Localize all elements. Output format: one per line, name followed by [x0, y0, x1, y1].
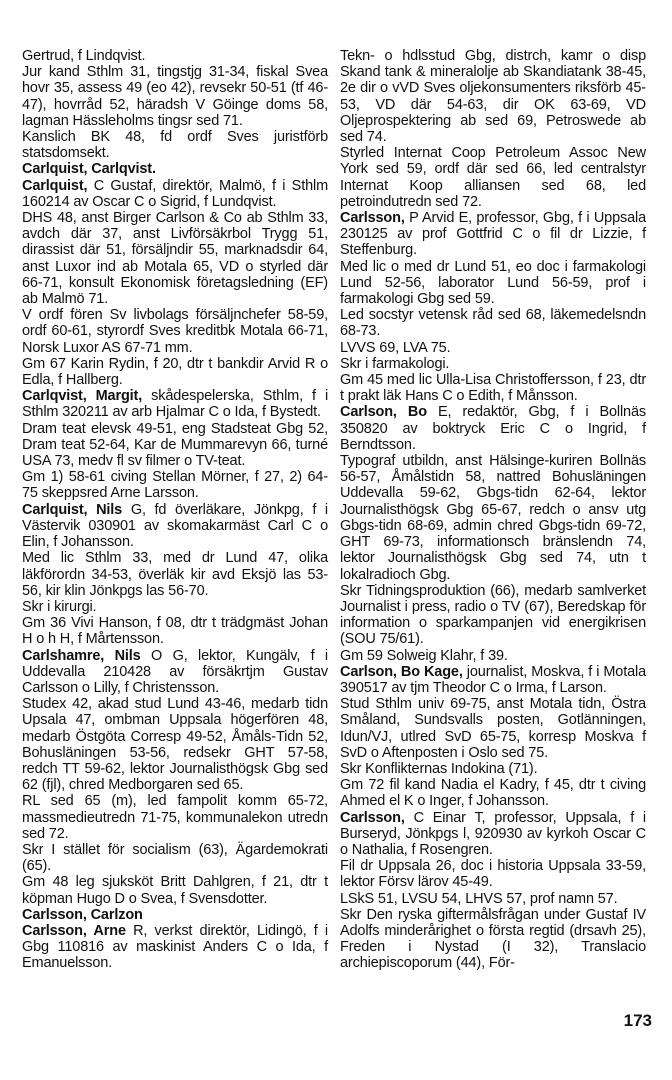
entry-text: C Gustaf, direktör, Malmö, f i Sthlm 160214 av Oscar C o Sigrid, f Lundqvist. [22, 177, 328, 210]
right-column [340, 48, 646, 972]
entry-text: Skr I stället för socialism (63), Ägardemokrati (65). [22, 841, 328, 875]
entry-paragraph [340, 340, 646, 356]
left-column [22, 48, 328, 972]
entry-heading-paragraph [340, 664, 646, 696]
entry-text: Studex 42, akad stud Lund 43-46, medarb tidn Upsala 47, ombman Uppsala högerfören 48, medarb Östgöta Corresp 49-52, Åmåls-Tidn 52, Bohusläningen 53-56, redsekr GHT 57-58, redch TT 59-62, lektor Journalisthögsk Gbg sed 62 (fjl), chred Medborgaren sed 65. [22, 696, 328, 794]
entry-paragraph [22, 550, 328, 599]
entry-paragraph [340, 648, 646, 664]
entry-heading-paragraph [22, 178, 328, 210]
entry-name: Carlsson, [340, 210, 405, 227]
entry-text: Med lic o med dr Lund 51, eo doc i farmakologi Lund 52-56, laborator Lund 56-59, prof i farmakologi Gbg sed 59. [340, 258, 646, 308]
entry-name: Carlson, Bo Kage, [340, 663, 463, 680]
entry-text: G, fd överläkare, Jönkpg, f i Västervik 030901 av skomakarmäst Carl C o Elin, f Johansson. [22, 501, 328, 551]
entry-paragraph [340, 907, 646, 972]
entry-text: Skr Konflikternas Indokina (71). [340, 760, 538, 777]
entry-paragraph [340, 48, 646, 145]
entry-text: LSkS 51, LVSU 54, LHVS 57, prof namn 57. [340, 890, 618, 907]
entry-text: Med lic Sthlm 33, med dr Lund 47, olika läkförordn 34-53, överläk kir avd Eksjö las 53-56, kir klin Jönkpgs las 56-70. [22, 550, 328, 599]
entry-paragraph [22, 48, 328, 64]
entry-name: Carlson, Bo [340, 404, 427, 421]
entry-paragraph [22, 356, 328, 388]
entry-text: Typograf utbildn, anst Hälsinge-kuriren Bollnäs 56-57, Åmålstidn 58, nattred Bohusläningen Uddevalla 59-62, Gbgs-tidn 62-64, lektor Journalisthögsk Gbg 65-67, redch o ansv utg Gbgs-tidn 68-69, admin chred Gbgs-tidn 69-72, GHT 69-73, informationsch bränslendn 74, lektor Journalisthögsk Gbg sed 74, utn t lokalradioch Gbg. [340, 453, 646, 583]
entry-text: Kanslich BK 48, fd ordf Sves juristförb statsdomsekt. [22, 129, 328, 162]
entry-name: Carlsson, Arne [22, 922, 126, 939]
entry-text: Gm 1) 58-61 civing Stellan Mörner, f 27, 2) 64-75 skeppsred Arne Larsson. [22, 469, 328, 502]
entry-paragraph [340, 145, 646, 210]
entry-paragraph [340, 356, 646, 372]
entry-text: skådespelerska, Sthlm, f i Sthlm 320211 av arb Hjalmar C o Ida, f Bystedt. [22, 388, 329, 421]
entry-text: Led socstyr vetensk råd sed 68, läkemedelsndn 68-73. [340, 307, 646, 340]
entry-text: Tekn- o hdlsstud Gbg, distrch, kamr o disp Skand tank & mineralolje ab Skandiatank 38-45, 2e dir o vVD Sves oljekonsumenters riksförb 45-53, VD där 54-63, dir OK 63-69, VD Oljeprospektering ab sed 69, Petroswede ab sed 74. [340, 48, 646, 146]
entry-text: Skr i kirurgi. [22, 598, 97, 615]
entry-text: V ordf fören Sv livbolags försäljnchefer 58-59, ordf 60-61, styrordf Sves kreditbk Motala 66-71, Norsk Luxor AS 67-71 mm. [22, 307, 328, 356]
entry-text: Gm 48 leg sjuksköt Britt Dahlgren, f 21, dtr t köpman Hugo D o Svea, f Svensdotter. [22, 874, 328, 907]
entry-text: Skr Den ryska giftermålsfrågan under Gustaf IV Adolfs minderårighet o första regtid (drsavh 25), Freden i Nystad (I 32), Translacio archiepiscoporum (44), För- [340, 906, 646, 972]
entry-text: Gm 67 Karin Rydin, f 20, dtr t bankdir Arvid R o Edla, f Hallberg. [22, 355, 328, 389]
entry-text: O G, lektor, Kungälv, f i Uddevalla 210428 av försäkrtjm Gustav Carlsson o Lilly, f Christensson. [22, 647, 328, 696]
entry-paragraph [22, 469, 328, 501]
entry-paragraph [340, 583, 646, 648]
entry-text: Dram teat elevsk 49-51, eng Stadsteat Gbg 52, Dram teat 52-64, Kar de Mummarevyn 66, turné USA 73, medv fl sv filmer o TV-teat. [22, 420, 328, 470]
entry-text: RL sed 65 (m), led fampolit komm 65-72, massmedieutredn 71-75, kommunalekon utredn sed 72. [22, 793, 328, 842]
entry-text: journalist, Moskva, f i Motala 390517 av tjm Theodor C o Irma, f Larson. [340, 663, 647, 696]
entry-paragraph [22, 421, 328, 470]
entry-text: E, redaktör, Gbg, f i Bollnäs 350820 av boktryck Eric C o Ingrid, f Berndtsson. [340, 404, 646, 453]
entry-paragraph [340, 761, 646, 777]
entry-text: Jur kand Sthlm 31, tingstjg 31-34, fiskal Svea hovr 35, assess 49 (eo 42), revsekr 50-51 (tf 46-47), hovrråd 52, häradsh V Göinge doms 58, lagman Hässleholms tingsr sed 71. [22, 64, 328, 129]
entry-heading-paragraph [340, 810, 646, 859]
entry-text: Gertrud, f Lindqvist. [22, 48, 146, 64]
entry-text: Fil dr Uppsala 26, doc i historia Uppsala 33-59, lektor Försv lärov 45-49. [340, 858, 646, 891]
entry-text: Stud Sthlm univ 69-75, anst Motala tidn, Östra Småland, Sundsvalls posten, Gotlänningen, Idun/VJ, utlred SvD 65-75, korresp Moskva f SvD o Aftenposten i Oslo sed 75. [340, 696, 646, 761]
entry-paragraph [22, 129, 328, 161]
entry-paragraph [22, 793, 328, 842]
entry-paragraph [22, 64, 328, 129]
entry-name: Carlsson, [340, 809, 405, 826]
entry-heading-paragraph [340, 404, 646, 453]
entry-text: Skr Tidningsproduktion (66), medarb samlverket Journalist i press, radio o TV (67), Beredskap för information o sparkampanjen vid energikrisen (SOU 75/61). [340, 582, 646, 648]
entry-heading-paragraph [22, 923, 328, 972]
entry-paragraph [340, 259, 646, 308]
entry-name: Carlshamre, Nils [22, 647, 141, 664]
entry-name: Carlquist, [22, 177, 88, 194]
entry-heading-paragraph [22, 388, 328, 420]
entry-paragraph [340, 891, 646, 907]
entry-text: DHS 48, anst Birger Carlson & Co ab Sthlm 33, avdch där 37, anst Livförsäkrbol Trygg 51, dirassist där 51, försäljndir 55, marknadsdir 64, anst Luxor ind ab Motala 65, VD o styrled där 66-71, konsult Ekonomisk företagsledning (EF) ab Malmö 71. [22, 210, 328, 308]
entry-paragraph [340, 696, 646, 761]
entry-heading-paragraph [22, 161, 328, 177]
entry-text: Gm 36 Vivi Hanson, f 08, dtr t trädgmäst Johan H o h H, f Mårtensson. [22, 615, 328, 648]
entry-paragraph [340, 858, 646, 890]
entry-paragraph [340, 372, 646, 404]
entry-text: Styrled Internat Coop Petroleum Assoc New York sed 59, ordf där sed 66, led centralstyr Internat Koop alliansen sed 68, led petroindutredn sed 72. [340, 145, 646, 210]
page-number: 173 [623, 1011, 652, 1030]
entry-text: P Arvid E, professor, Gbg, f i Uppsala 230125 av prof Gottfrid C o fil dr Lizzie, f Steffenburg. [340, 210, 646, 259]
entry-paragraph [22, 696, 328, 793]
entry-text: Gm 45 med lic Ulla-Lisa Christoffersson, f 23, dtr t prakt läk Hans C o Edith, f Månsson. [340, 372, 646, 405]
entry-name: Carlquist, Carlqvist. [22, 161, 156, 178]
entry-text: Gm 59 Solweig Klahr, f 39. [340, 647, 508, 664]
entry-text: Skr i farmakologi. [340, 355, 450, 372]
entry-heading-paragraph [22, 907, 328, 923]
entry-paragraph [22, 842, 328, 874]
entry-name: Carlqvist, Margit, [22, 388, 143, 405]
entry-paragraph [22, 615, 328, 647]
entry-paragraph [340, 777, 646, 809]
entry-name: Carlquist, Nils [22, 501, 123, 518]
entry-text: LVVS 69, LVA 75. [340, 339, 451, 356]
entry-paragraph [340, 307, 646, 339]
entry-heading-paragraph [340, 210, 646, 259]
entry-paragraph [22, 210, 328, 307]
entry-text: C Einar T, professor, Uppsala, f i Burseryd, Jönkpgs l, 920930 av kyrkoh Oscar C o Nathalia, f Rosengren. [340, 809, 646, 858]
entry-text: R, verkst direktör, Lidingö, f i Gbg 110816 av maskinist Anders C o Ida, f Emanuelsson. [22, 922, 328, 972]
entry-paragraph [340, 453, 646, 583]
entry-paragraph [22, 874, 328, 906]
entry-text: Gm 72 fil kand Nadia el Kadry, f 45, dtr t civing Ahmed el K o Inger, f Johansson. [340, 777, 646, 810]
entry-name: Carlsson, Carlzon [22, 906, 143, 923]
entry-heading-paragraph [22, 648, 328, 697]
entry-paragraph [22, 599, 328, 615]
entry-paragraph [22, 307, 328, 356]
entry-heading-paragraph [22, 502, 328, 551]
